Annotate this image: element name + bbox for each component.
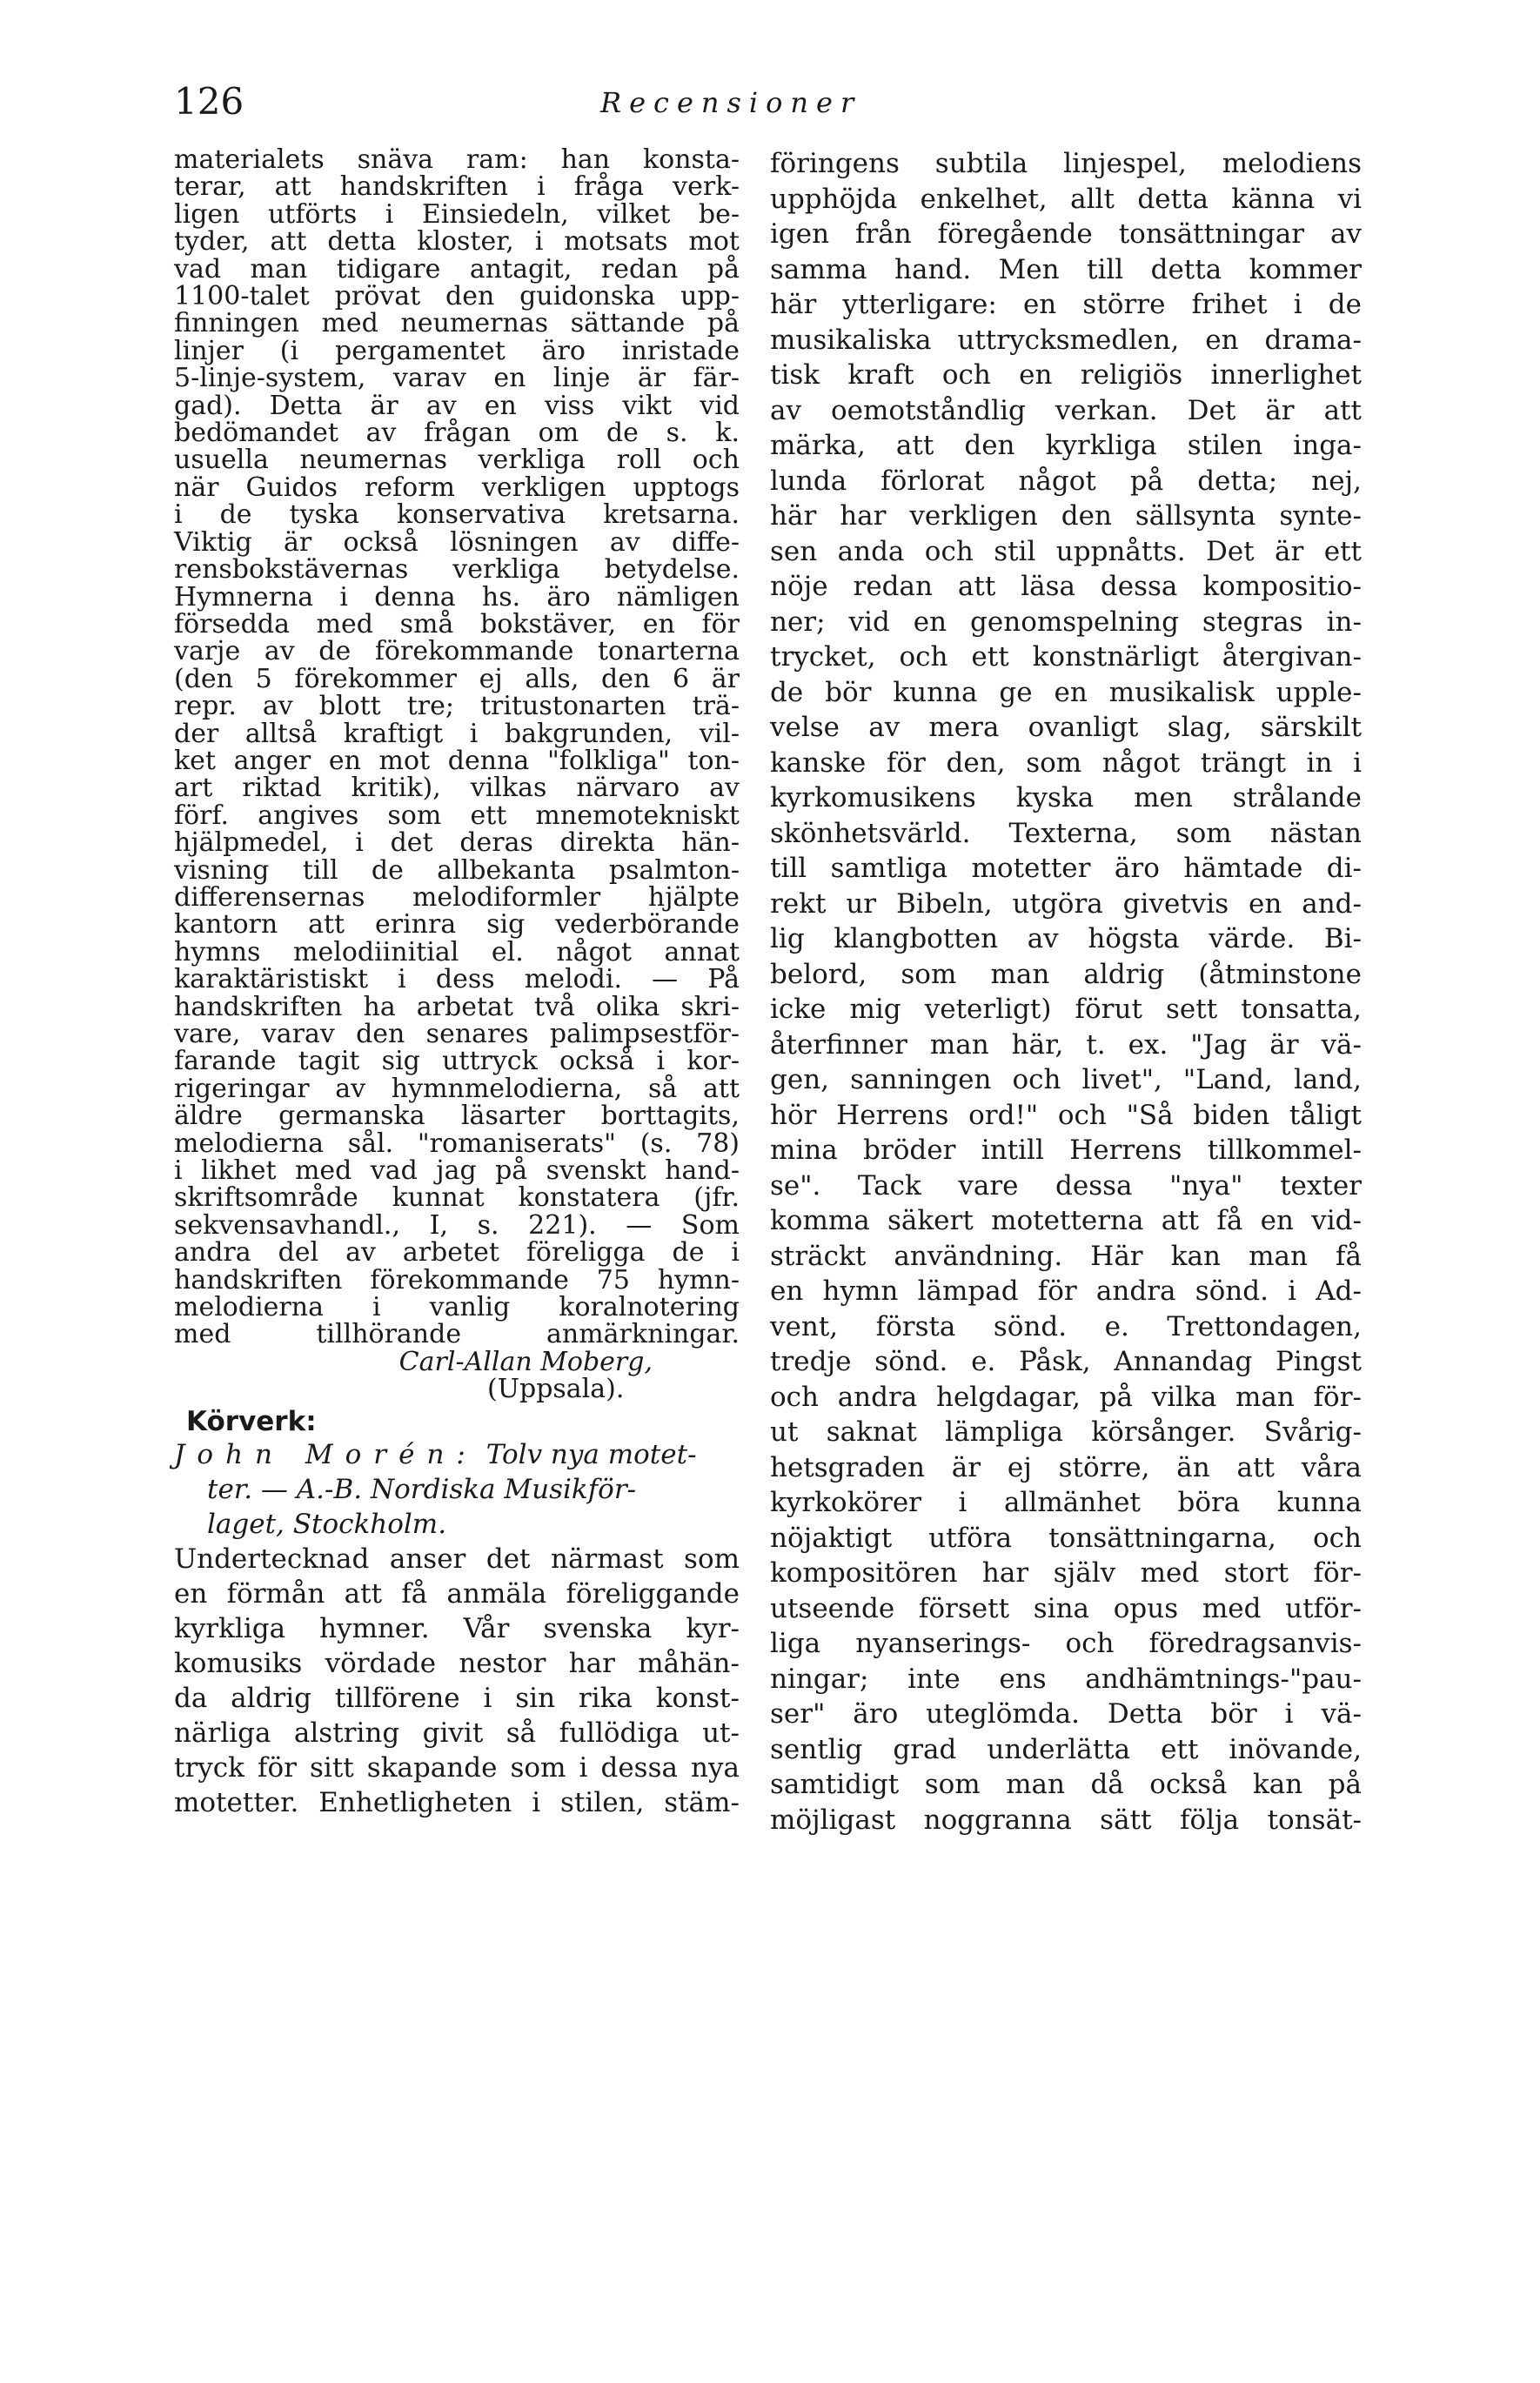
text-line: ut saknat lämpliga körsånger. Svårig- [770,1416,1362,1448]
text-line: återfinner man här, t. ex. "Jag är vä- [770,1028,1362,1061]
text-line: med tillhörande anmärkningar. [174,1319,740,1350]
text-line: en förmån att få anmäla föreliggande [174,1578,740,1610]
text-line: mina bröder intill Herrens tillkommel- [770,1135,1362,1166]
text-line: utseende försett sina opus med utför- [770,1592,1362,1624]
review-text-2 [174,1542,740,1820]
text-line: 1100-talet prövat den guidonska upp- [174,281,740,312]
text-line: äldre germanska läsarter borttagits, [174,1101,740,1132]
text-line: kyrkliga hymner. Vår svenska kyr- [174,1613,740,1645]
text-line: komma säkert motetterna att få en vid- [770,1205,1362,1236]
text-line: ligen utförts i Einsiedeln, vilket be- [174,198,740,230]
text-line: ningar; inte ens andhämtnings-"pau- [770,1663,1362,1695]
text-line: belord, som man aldrig (åtminstone [770,958,1362,990]
text-line: motetter. Enhetligheten i stilen, stäm- [174,1787,740,1819]
work-citation [174,1437,740,1542]
text-line: föringens subtila linjespel, melodiens [770,148,1362,179]
text-line: gad). Detta är av en viss vikt vid [174,390,740,421]
text-line: av oemotståndlig verkan. Det är att [770,394,1362,426]
text-line: kyrkomusikens kyska men strålande [770,782,1362,813]
text-line: liga nyanserings- och föredragsanvis- [770,1628,1362,1659]
text-line: nöje redan att läsa dessa kompositio- [770,571,1362,602]
text-line: till samtliga motetter äro hämtade di- [770,853,1362,884]
text-line: sentlig grad underlätta ett inövande, [770,1733,1362,1765]
text-line: da aldrig tillförene i sin rika konst- [174,1683,740,1715]
text-line: nöjaktigt utföra tonsättningarna, och [770,1522,1362,1554]
text-line: i likhet med vad jag på svenskt hand- [174,1155,740,1187]
text-line: möjligast noggranna sätt följa tonsät- [770,1804,1362,1836]
text-line: andra del av arbetet föreligga de i [174,1237,740,1268]
text-line: finningen med neumernas sättande på [174,308,740,339]
text-line: trycket, och ett konstnärligt återgivan- [770,641,1362,673]
text-line: visning till de allbekanta psalmton- [174,854,740,886]
text-line: här ytterligare: en större frihet i de [770,289,1362,320]
text-line: hymns melodiinitial el. något annat [174,936,740,967]
review-text-1 [174,146,740,1349]
text-line: skönhetsvärld. Texterna, som nästan [770,817,1362,849]
text-line: rensbokstävernas verkliga betydelse. [174,554,740,586]
reviewer-signature: Carl-Allan Moberg, [398,1346,653,1377]
text-line: 5-linje-system, varav en linje är fär- [174,363,740,394]
text-line: kanske för den, som något trängt in i [770,746,1362,779]
text-line: terar, att handskriften i fråga verk- [174,171,740,203]
text-line: när Guidos reform verkligen upptogs [174,472,740,503]
text-line: se". Tack vare dessa "nya" texter [770,1169,1362,1202]
text-line: samtidigt som man då också kan på [770,1769,1362,1800]
text-line: repr. av blott tre; tritustonarten trä- [174,691,740,722]
text-line: komusiks vördade nestor har måhän- [174,1648,740,1680]
text-line: ser" äro uteglömda. Detta bör i vä- [770,1698,1362,1730]
text-line: der alltså kraftigt i bakgrunden, vil- [174,718,740,749]
text-line: icke mig veterligt) förut sett tonsatta, [770,994,1362,1025]
text-line: närliga alstring givit så fullödiga ut- [174,1717,740,1750]
text-line: de bör kunna ge en musikalisk upple- [770,676,1362,708]
text-line: hör Herrens ord!" och "Så biden tåligt [770,1099,1362,1131]
text-line: art riktad kritik), vilkas närvaro av [174,773,740,804]
text-line: karaktäristiskt i dess melodi. — På [174,964,740,995]
section-heading: Körverk: [186,1405,317,1437]
work-author: John Morén: [174,1439,478,1471]
text-line: upphöjda enkelhet, allt detta känna vi [770,183,1362,215]
text-line: handskriften ha arbetat två olika skri- [174,991,740,1022]
text-line: sen anda och stil uppnåtts. Det är ett [770,535,1362,567]
text-line: bedömandet av frågan om de s. k. [174,418,740,449]
text-line: kantorn att erinra sig vederbörande [174,909,740,940]
text-line: märka, att den kyrkliga stilen inga- [770,430,1362,461]
text-line: tyder, att detta kloster, i motsats mot [174,226,740,258]
work-title-2a: ter. — A.-B. [207,1474,363,1506]
text-line: differensernas melodiformler hjälpte [174,881,740,913]
text-line: usuella neumernas verkliga roll och [174,445,740,476]
text-line: linjer (i pergamentet äro inristade [174,335,740,366]
text-line: hjälpmedel, i det deras direkta hän- [174,827,740,859]
text-line: ner; vid en genomspelning stegras in- [770,606,1362,638]
text-line: samma hand. Men till detta kommer [770,253,1362,285]
text-line: i de tyska konservativa kretsarna. [174,499,740,531]
text-line: lig klangbotten av högsta värde. Bi- [770,923,1362,954]
text-line: melodierna i vanlig koralnotering [174,1292,740,1323]
text-line: velse av mera ovanligt slag, särskilt [770,712,1362,743]
text-line: tredje sönd. e. Påsk, Annandag Pingst [770,1346,1362,1377]
text-line: en hymn lämpad för andra sönd. i Ad- [770,1275,1362,1307]
text-line: tisk kraft och en religiös innerlighet [770,359,1362,391]
text-line: kompositören har själv med stort för- [770,1557,1362,1589]
text-line: vare, varav den senares palimpsestför- [174,1019,740,1049]
text-line: kyrkokörer i allmänhet böra kunna [770,1487,1362,1518]
text-line: tryck för sitt skapande som i dessa nya [174,1752,740,1784]
text-line: ket anger en mot denna "folkliga" ton- [174,745,740,776]
work-title-1: Tolv nya motet- [485,1439,697,1471]
left-column [174,146,740,1820]
right-column [770,146,1362,1837]
text-line: Hymnerna i denna hs. äro nämligen [174,581,740,612]
page-number: 126 [174,80,244,123]
text-line: melodierna sål. "romaniserats" (s. 78) [174,1128,740,1159]
text-line: materialets snäva ram: han konsta- [174,144,740,175]
reviewer-place: (Uppsala). [487,1374,625,1405]
running-head: Recensioner [600,86,862,119]
text-line: förf. angives som ett mnemotekniskt [174,800,740,831]
text-line: vent, första sönd. e. Trettondagen, [770,1310,1362,1342]
text-line: Viktig är också lösningen av diffe- [174,526,740,558]
text-line: försedda med små bokstäver, en för [174,608,740,639]
work-title-3: laget, Stockholm. [207,1509,447,1541]
text-line: sträckt användning. Här kan man få [770,1240,1362,1272]
text-line: handskriften förekommande 75 hymn- [174,1264,740,1295]
text-line: igen från föregående tonsättningar av [770,218,1362,250]
text-line: rigeringar av hymnmelodierna, så att [174,1073,740,1104]
text-line: hetsgraden är ej större, än att våra [770,1451,1362,1483]
text-line: rekt ur Bibeln, utgöra givetvis en and- [770,887,1362,920]
text-line: och andra helgdagar, på vilka man för- [770,1381,1362,1413]
work-title-2b: Nordiska Musikför- [371,1474,637,1506]
text-line: lunda förlorat något på detta; nej, [770,465,1362,497]
text-line: musikaliska uttrycksmedlen, en drama- [770,324,1362,356]
text-line: varje av de förekommande tonarterna [174,636,740,667]
text-line: här har verkligen den sällsynta synte- [770,500,1362,532]
text-line: skriftsområde kunnat konstatera (jfr. [174,1182,740,1214]
text-line: gen, sanningen och livet", "Land, land, [770,1064,1362,1095]
text-line: (den 5 förekommer ej alls, den 6 är [174,663,740,694]
text-line: farande tagit sig uttryck också i kor- [174,1046,740,1077]
text-line: vad man tidigare antagit, redan på [174,253,740,284]
text-line: Undertecknad anser det närmast som [174,1543,740,1576]
text-line: sekvensavhandl., I, s. 221). — Som [174,1209,740,1241]
